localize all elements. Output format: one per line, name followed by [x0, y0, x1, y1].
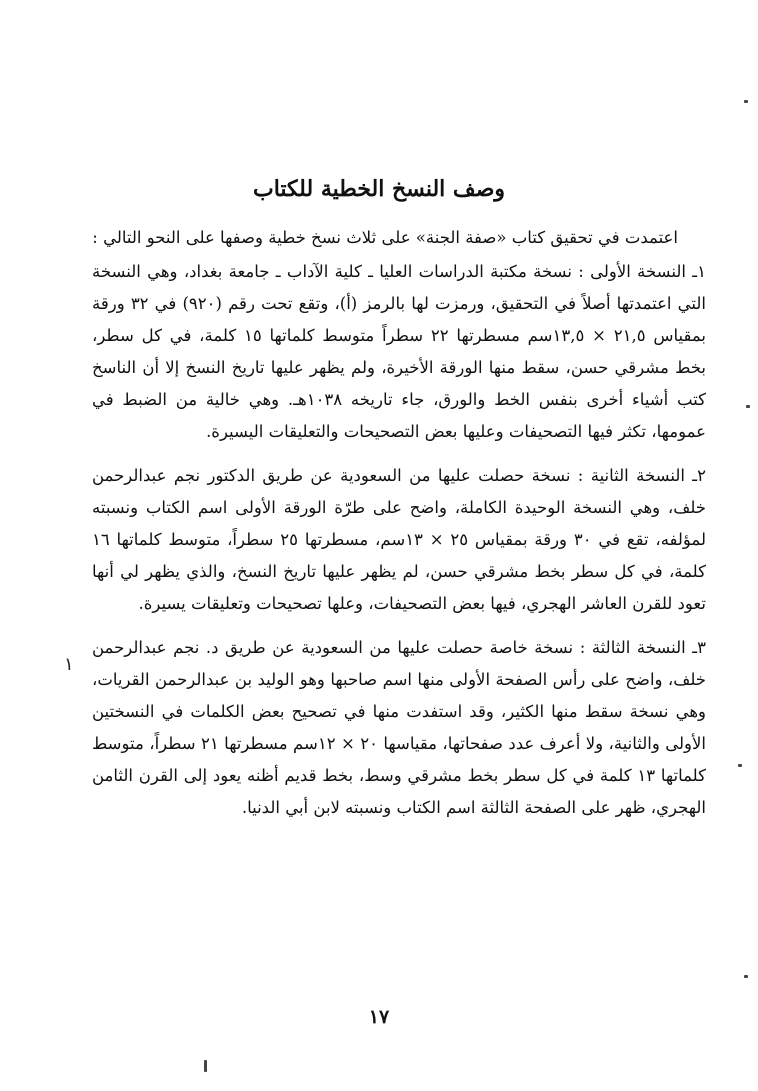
- scan-speck: [744, 975, 748, 978]
- paragraph-second-manuscript: ٢ـ النسخة الثانية : نسخة حصلت عليها من السعودية عن طريق الدكتور نجم عبدالرحمن خلف، وهي النسخة الوحيدة الكاملة، واضح على طرّة الورقة الأولى اسم الكتاب ونسبته لمؤلفه، تقع في ٣٠ ورقة بمقياس ٢٥ × ١٣سم، مسطرتها ٢٥ سطراً، متوسط كلماتها ١٦ كلمة، في كل سطر بخط مشرقي حسن، لم يظهر عليها تاريخ النسخ، والذي يظهر لي أنها تعود للقرن العاشر الهجري، فيها بعض التصحيفات، وعلها تصحيحات وتعليقات يسيرة.: [92, 466, 707, 613]
- paragraph-first-manuscript: ١ـ النسخة الأولى : نسخة مكتبة الدراسات العليا ـ كلية الآداب ـ جامعة بغداد، وهي النسخة التي اعتمدتها أصلاً في التحقيق، ورمزت لها بالرمز (أ)، وتقع تحت رقم (٩٢٠) في ٣٢ ورقة بمقياس ٢١,٥ × ١٣,٥سم مسطرتها ٢٢ سطراً متوسط كلماتها ١٥ كلمة، في كل سطر، بخط مشرقي حسن، سقط منها الورقة الأخيرة، ولم يظهر عليها تاريخ النسخ إلا أن الناسخ كتب أشياء أخرى بنفس الخط والورق، جاء تاريخه ١٠٣٨هـ. وهي خالية من الضبط في عمومها، تكثر فيها التصحيفات وعليها بعض التصحيحات والتعليقات اليسيرة.: [92, 262, 707, 441]
- intro-paragraph: اعتمدت في تحقيق كتاب «صفة الجنة» على ثلاث نسخ خطية وصفها على النحو التالي :: [92, 228, 678, 247]
- page-title: وصف النسخ الخطية للكتاب: [252, 176, 506, 202]
- scan-speck: [744, 100, 748, 103]
- scan-speck: [746, 405, 750, 408]
- paragraph-third-manuscript: ٣ـ النسخة الثالثة : نسخة خاصة حصلت عليها من السعودية عن طريق د. نجم عبدالرحمن خلف، واضح على رأس الصفحة الأولى منها اسم صاحبها وهو الوليد بن عبدالرحمن القريات، وهي نسخة سقط منها الكثير، وقد استفدت منها في تصحيح بعض الكلمات في النسختين الأولى والثانية، ولا أعرف عدد صفحاتها، مقياسها ٢٠ × ١٢سم مسطرتها ٢١ سطراً، متوسط كلماتها ١٣ كلمة في كل سطر بخط مشرقي وسط، بخط قديم أظنه يعود إلى القرن الثامن الهجري، ظهر على الصفحة الثالثة اسم الكتاب ونسبته لابن أبي الدنيا.: [92, 638, 707, 817]
- body-text: [92, 222, 706, 836]
- scan-speck: [738, 764, 742, 767]
- page-number: ١٧: [368, 1006, 390, 1028]
- margin-mark: ١: [64, 654, 74, 675]
- scan-speck: [204, 1060, 207, 1072]
